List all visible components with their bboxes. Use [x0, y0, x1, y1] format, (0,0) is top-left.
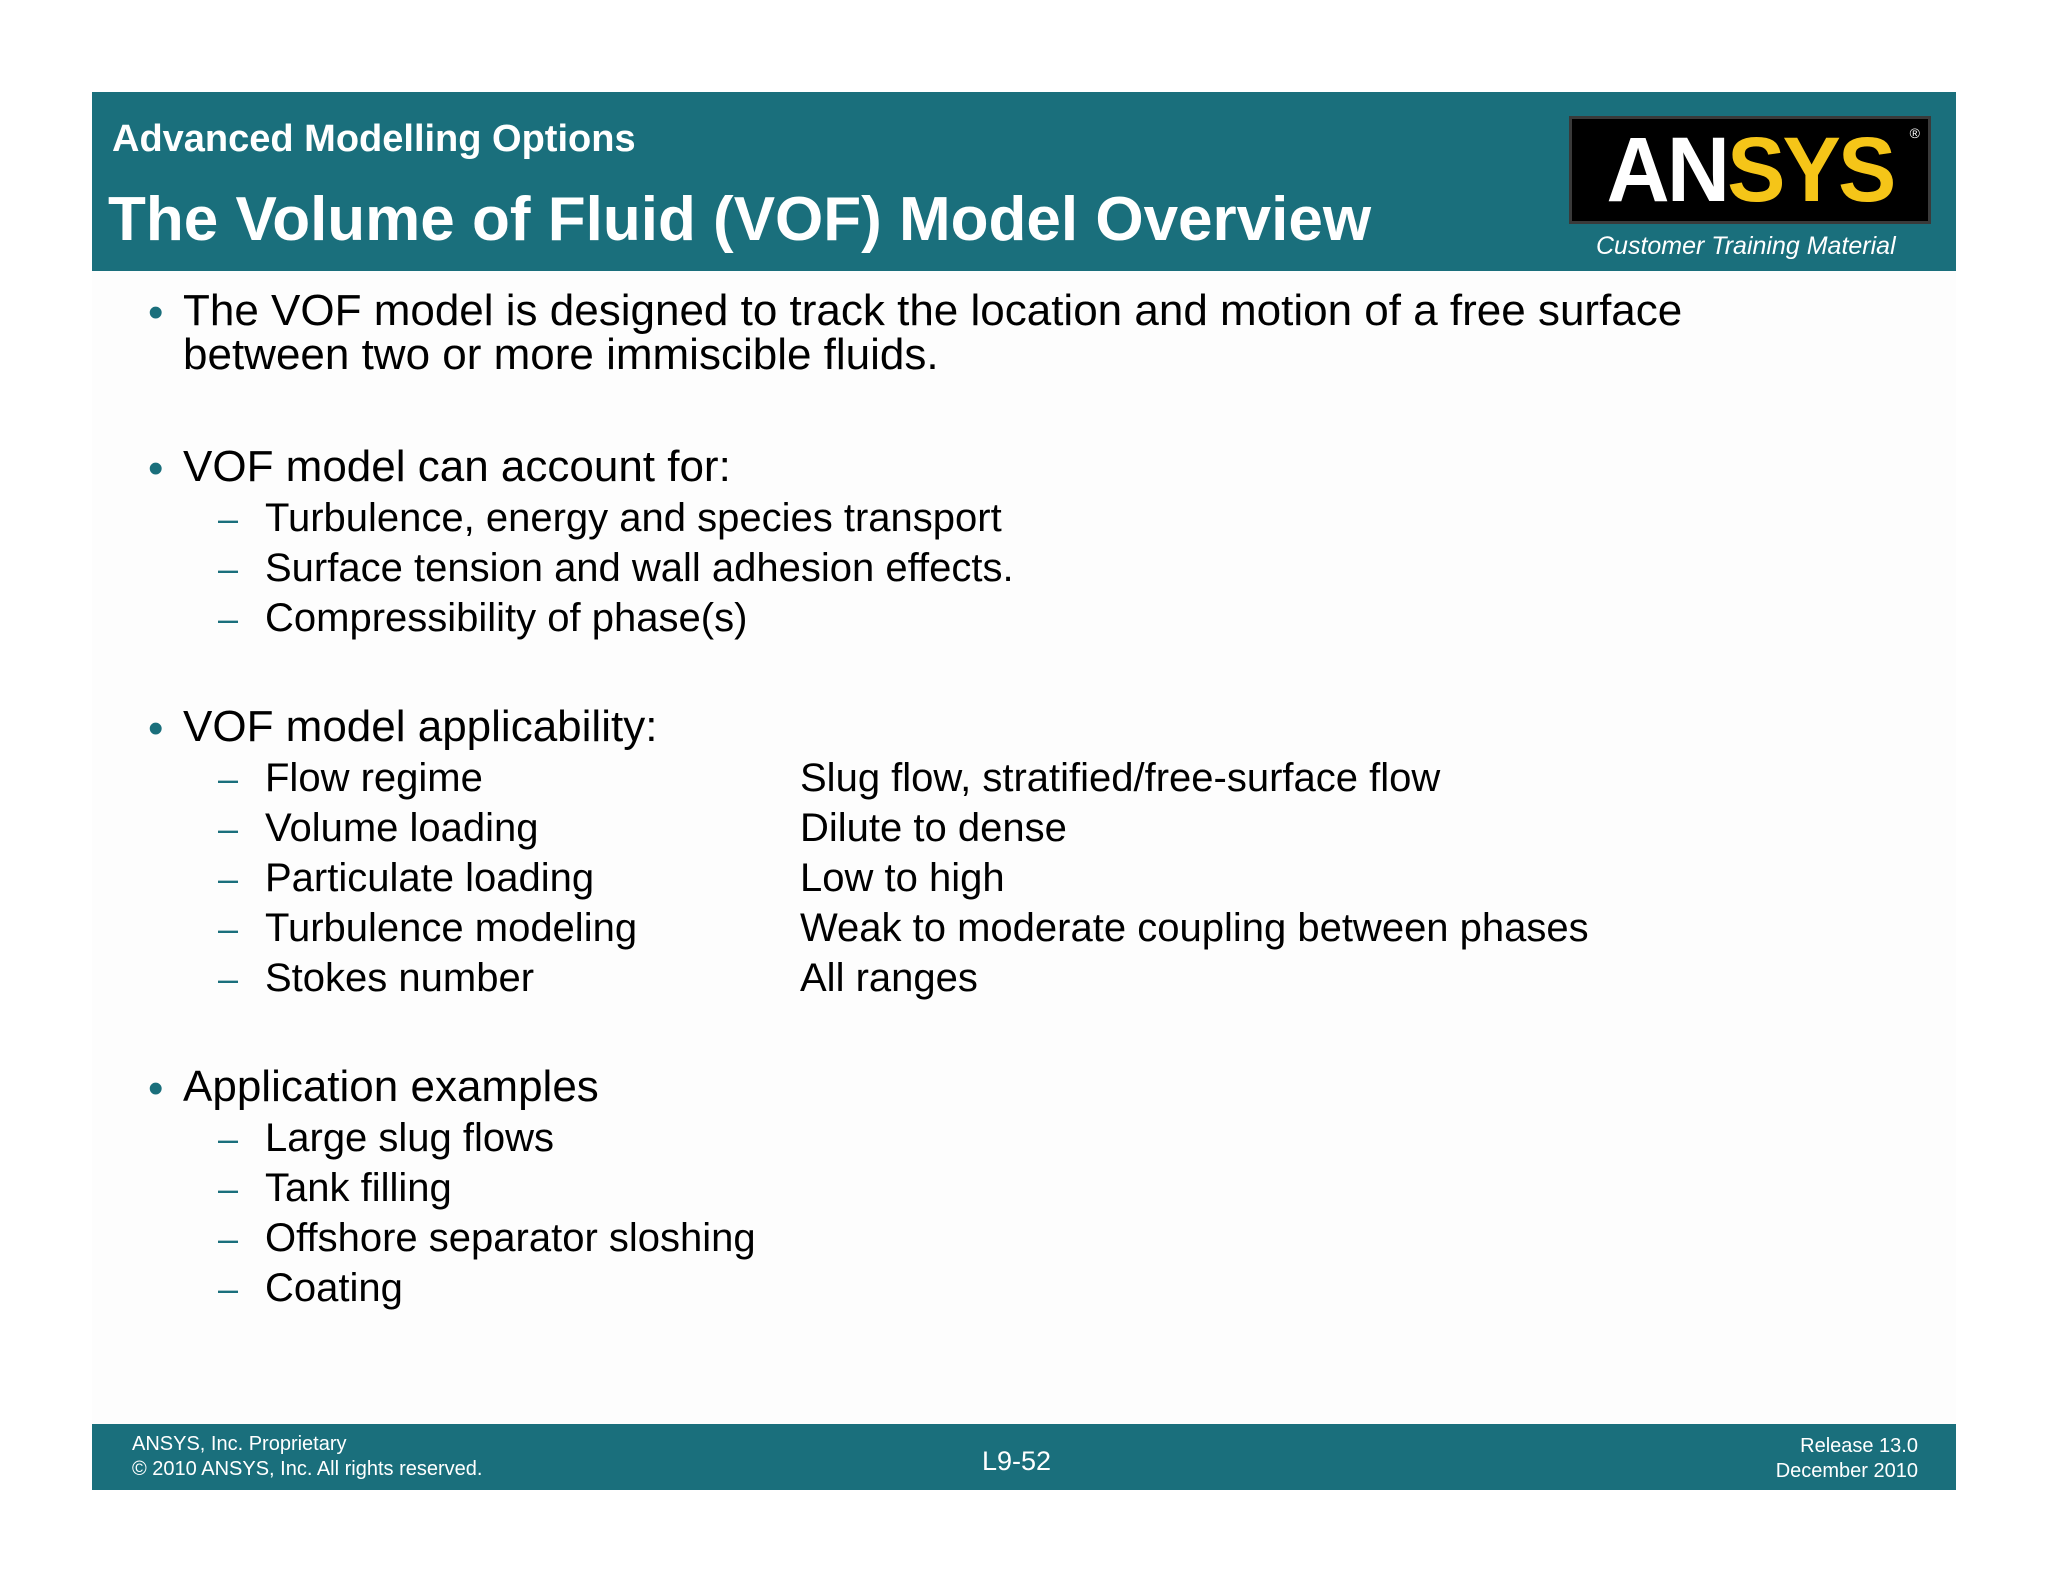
account-item: Compressibility of phase(s): [265, 596, 748, 640]
footer-release: Release 13.0: [1800, 1435, 1918, 1457]
slide-title: The Volume of Fluid (VOF) Model Overview: [108, 185, 1372, 254]
intro-line-2: between two or more immiscible fluids.: [183, 330, 939, 379]
logo-text-sys: SYS: [1727, 119, 1894, 221]
registered-mark: ®: [1909, 125, 1920, 141]
dash-marker: –: [218, 908, 239, 949]
examples-heading: Application examples: [183, 1062, 599, 1111]
example-item: Coating: [265, 1266, 403, 1310]
dash-marker: –: [218, 598, 239, 639]
account-item: Turbulence, energy and species transport: [265, 496, 1002, 540]
applicability-label: Volume loading: [265, 806, 539, 850]
bullet-marker: •: [148, 704, 164, 753]
applicability-label: Flow regime: [265, 756, 483, 800]
slide-footer: [92, 1424, 1956, 1490]
footer-right: [1776, 1434, 1918, 1484]
logo-text-an: AN: [1606, 119, 1728, 221]
dash-marker: –: [218, 548, 239, 589]
dash-marker: –: [218, 1168, 239, 1209]
applicability-value: Dilute to dense: [800, 806, 1067, 850]
account-item: Surface tension and wall adhesion effects.: [265, 546, 1014, 590]
footer-date: December 2010: [1775, 1460, 1918, 1482]
dash-marker: –: [218, 1218, 239, 1259]
applicability-value: All ranges: [800, 956, 978, 1000]
logo-wordmark: [1606, 119, 1894, 221]
slide-header: [92, 92, 1956, 271]
dash-marker: –: [218, 808, 239, 849]
dash-marker: –: [218, 758, 239, 799]
example-item: Large slug flows: [265, 1116, 555, 1160]
example-item: Offshore separator sloshing: [265, 1216, 756, 1260]
training-label: Customer Training Material: [1596, 232, 1896, 260]
applicability-value: Weak to moderate coupling between phases: [800, 906, 1589, 950]
account-heading: VOF model can account for:: [183, 442, 731, 491]
bullet-marker: •: [148, 1064, 164, 1113]
bullet-marker: •: [148, 444, 164, 493]
page-number: L9-52: [982, 1446, 1052, 1476]
dash-marker: –: [218, 1118, 239, 1159]
intro-line-1: The VOF model is designed to track the location and motion of a free surface: [183, 286, 1683, 335]
example-item: Tank filling: [265, 1166, 452, 1210]
bullet-marker: •: [148, 288, 164, 337]
dash-marker: –: [218, 498, 239, 539]
dash-marker: –: [218, 958, 239, 999]
dash-marker: –: [218, 1268, 239, 1309]
footer-copyright: © 2010 ANSYS, Inc. All rights reserved.: [132, 1458, 483, 1480]
applicability-value: Slug flow, stratified/free-surface flow: [800, 756, 1441, 800]
applicability-label: Stokes number: [265, 956, 535, 1000]
applicability-label: Turbulence modeling: [265, 906, 638, 950]
applicability-value: Low to high: [800, 856, 1005, 900]
applicability-heading: VOF model applicability:: [183, 702, 658, 751]
dash-marker: –: [218, 858, 239, 899]
footer-left: [132, 1432, 482, 1482]
section-title: Advanced Modelling Options: [112, 118, 636, 160]
footer-proprietary: ANSYS, Inc. Proprietary: [132, 1433, 347, 1455]
applicability-label: Particulate loading: [265, 856, 595, 900]
ansys-logo: [1569, 116, 1931, 224]
